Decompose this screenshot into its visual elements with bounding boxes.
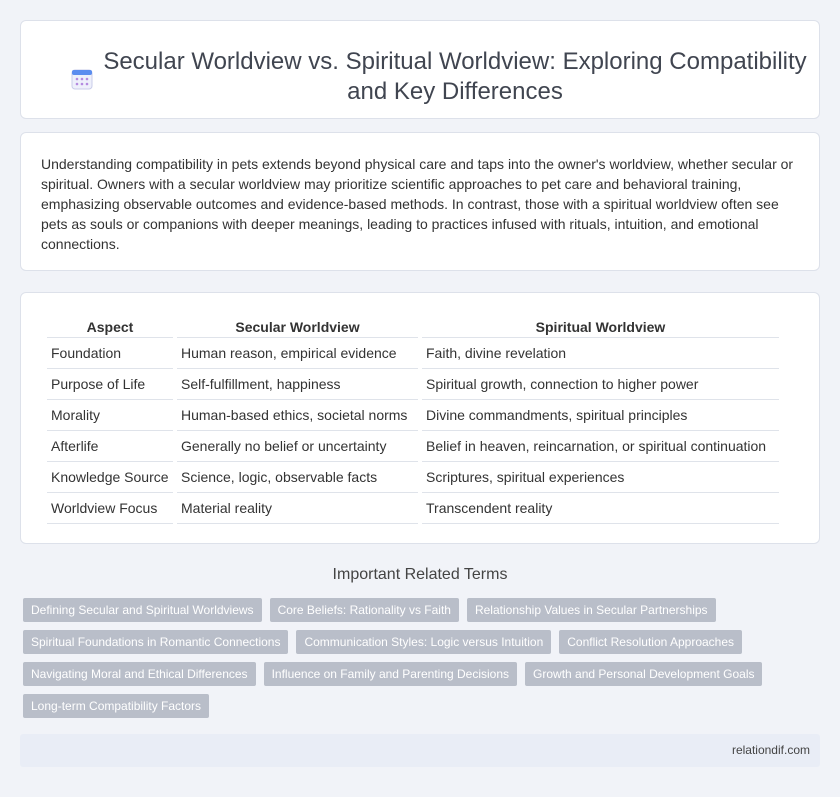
related-term-tag[interactable]: Long-term Compatibility Factors [23, 694, 209, 718]
comparison-table-card [20, 292, 820, 544]
page-title: Secular Worldview vs. Spiritual Worldview: Exploring Compatibility and Key Differences [103, 48, 807, 105]
table-cell-spiritual: Belief in heaven, reincarnation, or spiritual continuation [422, 431, 779, 462]
table-cell-aspect: Morality [47, 400, 173, 431]
table-cell-secular: Material reality [177, 493, 418, 524]
table-cell-aspect: Foundation [47, 338, 173, 369]
table-cell-aspect: Worldview Focus [47, 493, 173, 524]
table-cell-secular: Generally no belief or uncertainty [177, 431, 418, 462]
related-term-tag[interactable]: Communication Styles: Logic versus Intuition [296, 630, 551, 654]
table-cell-secular: Science, logic, observable facts [177, 462, 418, 493]
related-terms-heading: Important Related Terms [332, 566, 508, 583]
column-header-spiritual: Spiritual Worldview [422, 316, 779, 338]
table-row [47, 431, 779, 462]
table-cell-spiritual: Faith, divine revelation [422, 338, 779, 369]
footer-site-link[interactable]: relationdif.com [731, 743, 810, 757]
related-term-tag[interactable]: Spiritual Foundations in Romantic Connections [23, 630, 288, 654]
table-cell-spiritual: Transcendent reality [422, 493, 779, 524]
table-row [47, 462, 779, 493]
related-term-tag[interactable]: Influence on Family and Parenting Decisions [264, 662, 517, 686]
table-cell-spiritual: Spiritual growth, connection to higher power [422, 369, 779, 400]
table-cell-secular: Human reason, empirical evidence [177, 338, 418, 369]
related-term-tag[interactable]: Core Beliefs: Rationality vs Faith [270, 598, 459, 622]
related-term-tag[interactable]: Defining Secular and Spiritual Worldviews [23, 598, 262, 622]
calendar-icon [71, 68, 93, 90]
table-cell-aspect: Knowledge Source [47, 462, 173, 493]
related-term-tag[interactable]: Conflict Resolution Approaches [559, 630, 742, 654]
table-cell-spiritual: Scriptures, spiritual experiences [422, 462, 779, 493]
table-cell-secular: Self-fulfillment, happiness [177, 369, 418, 400]
related-term-tag[interactable]: Growth and Personal Development Goals [525, 662, 762, 686]
column-header-secular: Secular Worldview [177, 316, 418, 338]
intro-paragraph: Understanding compatibility in pets extends beyond physical care and taps into the owner's worldview, whether secular or spiritual. Owners with a secular worldview may prioritize scientific approaches to pet care and behavioral training, emphasizing observable outcomes and evidence-based methods. In contrast, those with a spiritual worldview often see pets as souls or companions with deeper meanings, leading to practices infused with rituals, intuition, and emotional connections. [41, 156, 794, 252]
table-row [47, 400, 779, 431]
table-row [47, 338, 779, 369]
comparison-table [43, 316, 783, 524]
table-header-row [47, 316, 779, 338]
related-term-tag[interactable]: Navigating Moral and Ethical Differences [23, 662, 256, 686]
table-row [47, 493, 779, 524]
table-cell-aspect: Afterlife [47, 431, 173, 462]
table-cell-spiritual: Divine commandments, spiritual principles [422, 400, 779, 431]
intro-card [20, 132, 820, 271]
related-term-tag[interactable]: Relationship Values in Secular Partnerships [467, 598, 716, 622]
footer [20, 734, 820, 767]
column-header-aspect: Aspect [47, 316, 173, 338]
title-card [20, 20, 820, 119]
table-row [47, 369, 779, 400]
related-terms-list [23, 598, 803, 718]
table-cell-secular: Human-based ethics, societal norms [177, 400, 418, 431]
table-cell-aspect: Purpose of Life [47, 369, 173, 400]
